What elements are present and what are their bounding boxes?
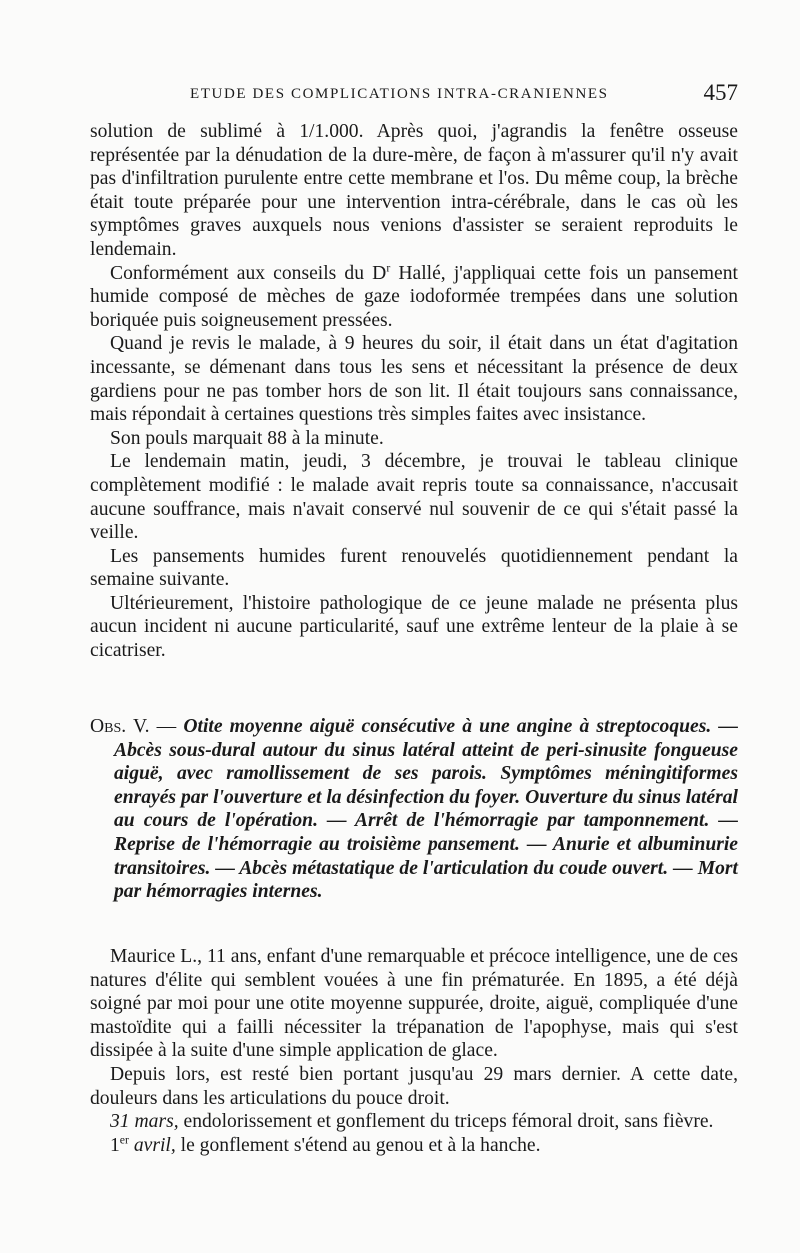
entry-month: avril, [128,1134,176,1156]
observation-summary [90,715,738,904]
paragraph: Le lendemain matin, jeudi, 3 décembre, je trouvai le tableau clinique complètement modifié : le malade avait repris toute sa connaissance, n'accusait aucune souffrance, mais n'avait conservé nul souvenir de ce qui s'était passé la veille. [90,451,738,544]
case-report [90,945,738,1157]
superscript: er [119,1133,129,1147]
paragraph [90,1134,738,1158]
entry-date: 31 mars, [110,1111,179,1133]
running-title: ETUDE DES COMPLICATIONS INTRA-CRANIENNES [190,86,609,102]
paragraph: Quand je revis le malade, à 9 heures du soir, il était dans un état d'agitation incessante, se démenant dans tous les sens et nécessitant la présence de deux gardiens pour ne pas tomber hors de son lit. Il était toujours sans connaissance, mais répondait à certaines questions très simples faites avec insistance. [90,333,738,426]
continued-text [90,120,738,663]
paragraph-start: Conformément aux conseils du D [110,262,387,284]
paragraph: Ultérieurement, l'histoire pathologique de ce jeune malade ne présenta plus aucun incident ni aucune particularité, sauf une extrême lenteur de la plaie à se cicatriser. [90,592,738,662]
page-header [90,80,740,110]
observation-heading [90,715,738,904]
observation-label: Obs. V. — [90,716,184,737]
entry-day: 1 [110,1134,120,1156]
page-number: 457 [703,80,738,105]
paragraph: Maurice L., 11 ans, enfant d'une remarquable et précoce intelligence, une de ces natures d'élite qui semblent vouées à une fin prématurée. En 1895, a été déjà soigné par moi pour une otite moyenne suppurée, droite, aiguë, compliquée d'une mastoïdite qui a failli nécessiter la trépanation de l'apophyse, mais qui s'est dissipée à la suite d'une simple application de glace. [90,946,738,1062]
entry-text: endolorissement et gonflement du triceps fémoral droit, sans fièvre. [178,1111,714,1133]
paragraph-rest: Hallé, j'appliquai cette fois un pansement humide composé de mèches de gaze iodoformée trempées dans une solution boriquée puis soigneusement pressées. [90,262,738,331]
observation-title: Otite moyenne aiguë consécutive à une angine à streptocoques. — Abcès sous-dural autour du sinus latéral atteint de peri-sinusite fongueuse aiguë, avec ramollissement de ses parois. Symptômes méningitiformes enrayés par l'ouverture et la désinfection du foyer. Ouverture du sinus latéral au cours de l'opération. — Arrêt de l'hémorragie par tamponnement. — Reprise de l'hémorragie au troisième pansement. — Anurie et albuminurie transitoires. — Abcès métastatique de l'articulation du coude ouvert. — Mort par hémorragies internes. [114,716,738,903]
paragraph [90,262,738,333]
paragraph: solution de sublimé à 1/1.000. Après quoi, j'agrandis la fenêtre osseuse représentée par la dénudation de la dure-mère, de façon à m'assurer qu'il n'y avait pas d'infiltration purulente entre cette membrane et l'os. Du même coup, la brèche était toute préparée pour une intervention intra-cérébrale, dans le cas où les symptômes graves auxquels nous venions d'assister se seraient reproduits le lendemain. [90,121,738,260]
paragraph: Les pansements humides furent renouvelés quotidiennement pendant la semaine suivante. [90,545,738,591]
paragraph [90,1110,738,1134]
paragraph: Depuis lors, est resté bien portant jusqu'au 29 mars dernier. A cette date, douleurs dans les articulations du pouce droit. [90,1063,738,1109]
entry-text: le gonflement s'étend au genou et à la hanche. [175,1134,541,1156]
superscript: r [386,261,391,275]
paragraph: Son pouls marquait 88 à la minute. [110,427,384,449]
